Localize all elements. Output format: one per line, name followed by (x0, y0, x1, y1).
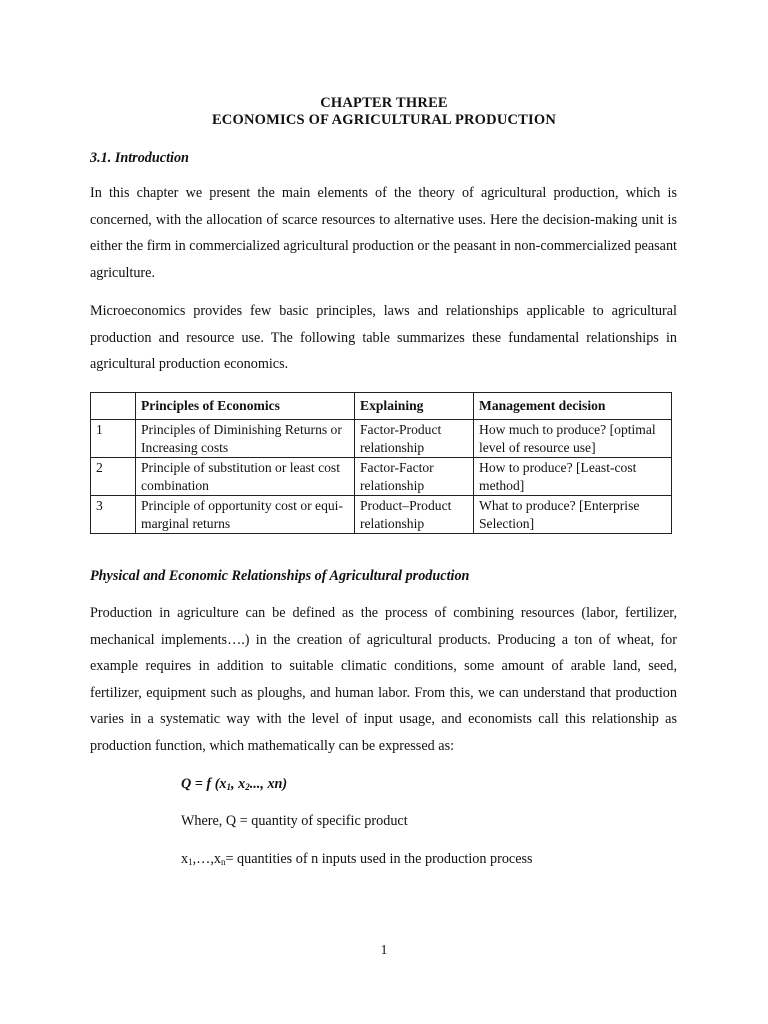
chapter-label: CHAPTER THREE (320, 95, 448, 111)
intro-paragraph: In this chapter we present the main elements of the theory of agricultural production, which is concerned, with the allocation of scarce resources to alternative uses. Here the decision-making unit is either the firm in commercialized agricultural production or the peasant in non-commercialized peasant agriculture. (90, 185, 677, 281)
table-cell: Product–Product relationship (355, 496, 474, 534)
table-header-cell: Explaining (355, 393, 474, 420)
table-cell: Factor-Factor relationship (355, 458, 474, 496)
table-row (91, 420, 672, 458)
formula-part: Q = f (x (181, 776, 227, 792)
inputs-part: x (181, 851, 189, 867)
production-function-formula (181, 776, 287, 793)
subsection-heading: Physical and Economic Relationships of Agricultural production (90, 568, 470, 584)
table-row (91, 496, 672, 534)
page-number: 1 (380, 942, 388, 957)
table-header-cell (91, 393, 136, 420)
table-cell: Principle of substitution or least cost combination (136, 458, 355, 496)
table-cell: 2 (91, 458, 136, 496)
inputs-part: ,…,x (192, 851, 221, 867)
inputs-subscript: 1 (188, 857, 193, 867)
principles-table (90, 392, 672, 534)
formula-part: , x (231, 776, 246, 792)
table-cell: Principles of Diminishing Returns or Increasing costs (136, 420, 355, 458)
table-cell: How to produce? [Least-cost method] (474, 458, 672, 496)
table-row (91, 458, 672, 496)
formula-subscript: 2 (245, 782, 250, 792)
table-cell: Principle of opportunity cost or equi-marginal returns (136, 496, 355, 534)
table-header-row (91, 393, 672, 420)
formula-subscript: 1 (226, 782, 232, 792)
production-paragraph: Production in agriculture can be defined as the process of combining resources (labor, fertilizer, mechanical implements….) in the creation of agricultural products. Producing a ton of wheat, for example requires in addition to suitable climatic conditions, some amount of arable land, seed, fertilizer, equipment such as ploughs, and human labor. From this, we can understand that production varies in a systematic way with the level of input usage, and economists call this relationship as production function, which mathematically can be expressed as: (90, 605, 677, 754)
chapter-title: ECONOMICS OF AGRICULTURAL PRODUCTION (211, 112, 557, 128)
table-cell: 1 (91, 420, 136, 458)
table-header-cell: Management decision (474, 393, 672, 420)
inputs-definition-line (181, 851, 533, 868)
table-cell: 3 (91, 496, 136, 534)
formula-part: ..., xn) (249, 776, 288, 792)
table-header-cell: Principles of Economics (136, 393, 355, 420)
where-line: Where, Q = quantity of specific product (181, 813, 408, 829)
table-cell: Factor-Product relationship (355, 420, 474, 458)
micro-paragraph: Microeconomics provides few basic principles, laws and relationships applicable to agricultural production and resource use. The following table summarizes these fundamental relationships in agricultural production economics. (90, 303, 677, 372)
table-cell: What to produce? [Enterprise Selection] (474, 496, 672, 534)
inputs-part: = quantities of n inputs used in the production process (225, 851, 533, 867)
section-heading: 3.1. Introduction (90, 150, 189, 166)
table-cell: How much to produce? [optimal level of resource use] (474, 420, 672, 458)
inputs-subscript: n (220, 857, 226, 867)
